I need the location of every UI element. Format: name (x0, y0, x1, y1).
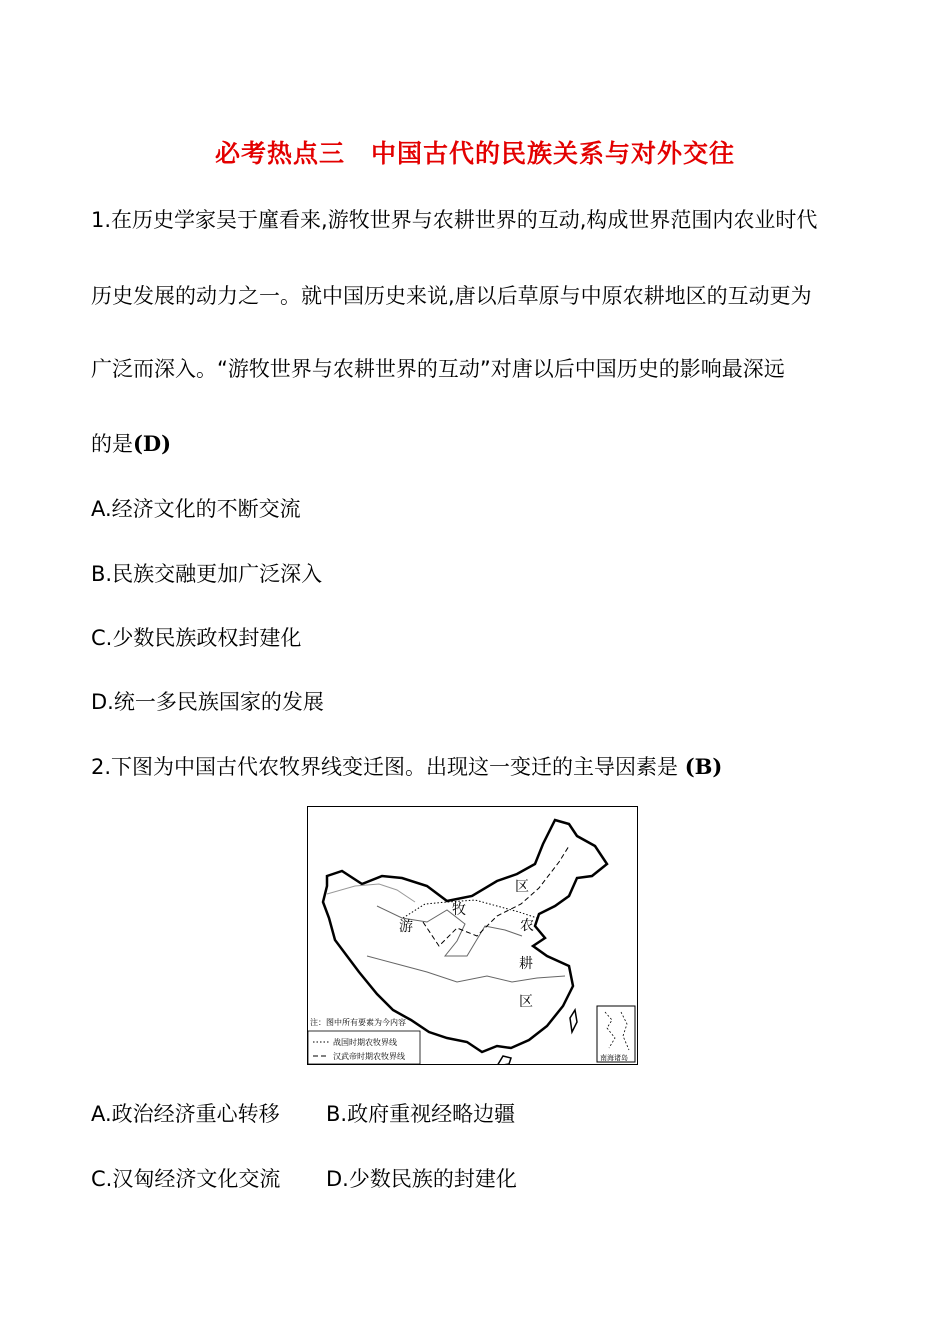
legend-han-wudi: 汉武帝时期农牧界线 (333, 1052, 405, 1061)
q1-option-c: C.少数民族政权封建化 (91, 626, 302, 650)
map-char-qu-north: 区 (515, 879, 529, 895)
q2-option-c: C.汉匈经济文化交流 (91, 1167, 281, 1191)
q2-option-b: B.政府重视经略边疆 (326, 1102, 516, 1126)
q2-answer: (B) (684, 754, 723, 779)
map-char-mu: 牧 (452, 902, 466, 918)
q2-option-a: A.政治经济重心转移 (91, 1102, 280, 1126)
q1-line-1: 1.在历史学家吴于廑看来,游牧世界与农耕世界的互动,构成世界范围内农业时代 (91, 208, 818, 232)
q2-stem (91, 751, 722, 781)
page-title: 必考热点三 中国古代的民族关系与对外交往 (214, 139, 735, 168)
map-char-qu-south: 区 (519, 994, 533, 1010)
q1-line-3: 广泛而深入。“游牧世界与农耕世界的互动”对唐以后中国历史的影响最深远 (91, 357, 785, 381)
map-char-you: 游 (399, 919, 413, 935)
q1-answer: (D) (133, 431, 172, 456)
q1-line-2: 历史发展的动力之一。就中国历史来说,唐以后草原与中原农耕地区的互动更为 (91, 284, 812, 308)
legend-warring-states: 战国时期农牧界线 (333, 1038, 397, 1047)
map-char-nong: 农 (520, 918, 534, 934)
q1-line-4 (91, 428, 171, 458)
q2-option-d: D.少数民族的封建化 (326, 1167, 517, 1191)
q2-stem-text: 2.下图为中国古代农牧界线变迁图。出现这一变迁的主导因素是 (91, 755, 685, 779)
q1-option-d: D.统一多民族国家的发展 (91, 690, 324, 714)
agri-pastoral-boundary-map (307, 806, 638, 1065)
map-char-geng: 耕 (519, 956, 533, 972)
inset-label: 南海诸岛 (600, 1054, 628, 1062)
q1-option-b: B.民族交融更加广泛深入 (91, 562, 323, 586)
q1-line-4-text: 的是 (91, 432, 133, 456)
q1-option-a: A.经济文化的不断交流 (91, 497, 301, 521)
map-note: 注：图中所有要素为今内容 (310, 1018, 406, 1027)
